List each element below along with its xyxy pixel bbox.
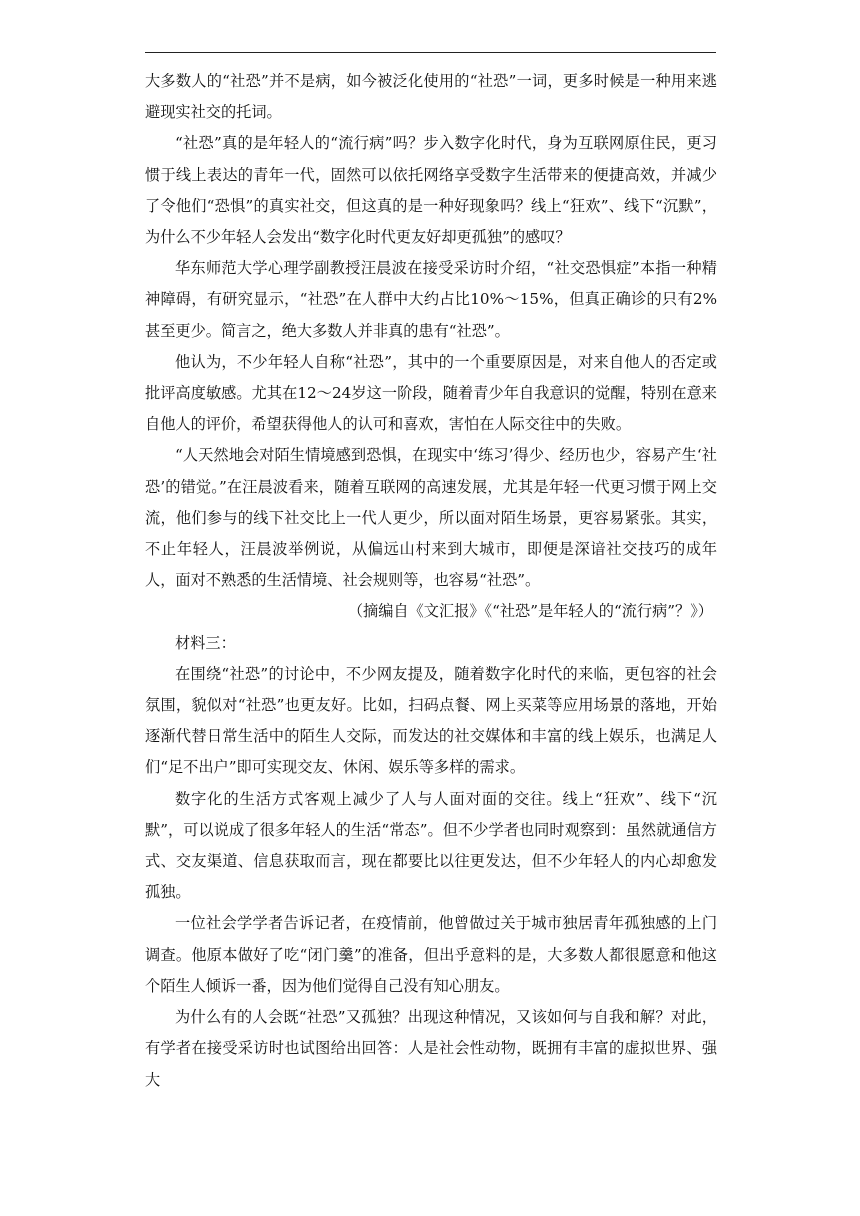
section-heading: 材料三：	[175, 633, 236, 652]
paragraph: “人天然地会对陌生情境感到恐惧，在现实中‘练习’得少、经历也少，容易产生‘社恐’的错觉。”在汪晨波看来，随着互联网的高速发展，尤其是年轻一代更习惯于网上交流，他们参与的线下社交比上一代人更少，所以面对陌生场景，更容易紧张。其实，不止年轻人，汪晨波举例说，从偏远山村来到大城市，即便是深谙社交技巧的成年人，面对不熟悉的生活情境、社会规则等，也容易“社恐”。	[145, 446, 717, 590]
paragraph: 数字化的生活方式客观上减少了人与人面对面的交往。线上“狂欢”、线下“沉默”，可以说成了很多年轻人的生活“常态”。但不少学者也同时观察到：虽然就通信方式、交友渠道、信息获取而言，现在都要比以往更发达，但不少年轻人的内心却愈发孤独。	[145, 789, 717, 902]
paragraph: “社恐”真的是年轻人的“流行病”吗？步入数字化时代，身为互联网原住民，更习惯于线上表达的青年一代，固然可以依托网络享受数字生活带来的便捷高效，并减少了令他们“恐惧”的真实社交，但这真的是一种好现象吗？线上“狂欢”、线下“沉默”，为什么不少年轻人会发出“数字化时代更友好却更孤独”的感叹？	[145, 134, 717, 247]
paragraph: 为什么有的人会既“社恐”又孤独？出现这种情况，又该如何与自我和解？对此，有学者在接受采访时也试图给出回答：人是社会性动物，既拥有丰富的虚拟世界、强大	[145, 1008, 717, 1089]
paragraph-continuation: 大多数人的“社恐”并不是病，如今被泛化使用的“社恐”一词，更多时候是一种用来逃避现实社交的托词。	[145, 72, 717, 122]
paragraph: 华东师范大学心理学副教授汪晨波在接受采访时介绍，“社交恐惧症”本指一种精神障碍，有研究显示，“社恐”在人群中大约占比10%～15%，但真正确诊的只有2%甚至更少。简言之，绝大多数人并非真的患有“社恐”。	[145, 259, 717, 340]
paragraph: 在围绕“社恐”的讨论中，不少网友提及，随着数字化时代的来临，更包容的社会氛围，貌似对“社恐”也更友好。比如，扫码点餐、网上买菜等应用场景的落地，开始逐渐代替日常生活中的陌生人交际，而发达的社交媒体和丰富的线上娱乐，也满足人们“足不出户”即可实现交友、休闲、娱乐等多样的需求。	[145, 664, 717, 777]
source-citation: （摘编自《文汇报》《“社恐”是年轻人的“流行病”？》）	[347, 602, 713, 621]
paragraph: 他认为，不少年轻人自称“社恐”，其中的一个重要原因是，对来自他人的否定或批评高度敏感。尤其在12～24岁这一阶段，随着青少年自我意识的觉醒，特别在意来自他人的评价，希望获得他人的认可和喜欢，害怕在人际交往中的失败。	[145, 352, 717, 434]
article-body	[145, 66, 717, 1096]
paragraph: 一位社会学学者告诉记者，在疫情前，他曾做过关于城市独居青年孤独感的上门调查。他原本做好了吃“闭门羹”的准备，但出乎意料的是，大多数人都很愿意和他这个陌生人倾诉一番，因为他们觉得自己没有知心朋友。	[145, 914, 717, 995]
header-rule	[145, 52, 716, 53]
